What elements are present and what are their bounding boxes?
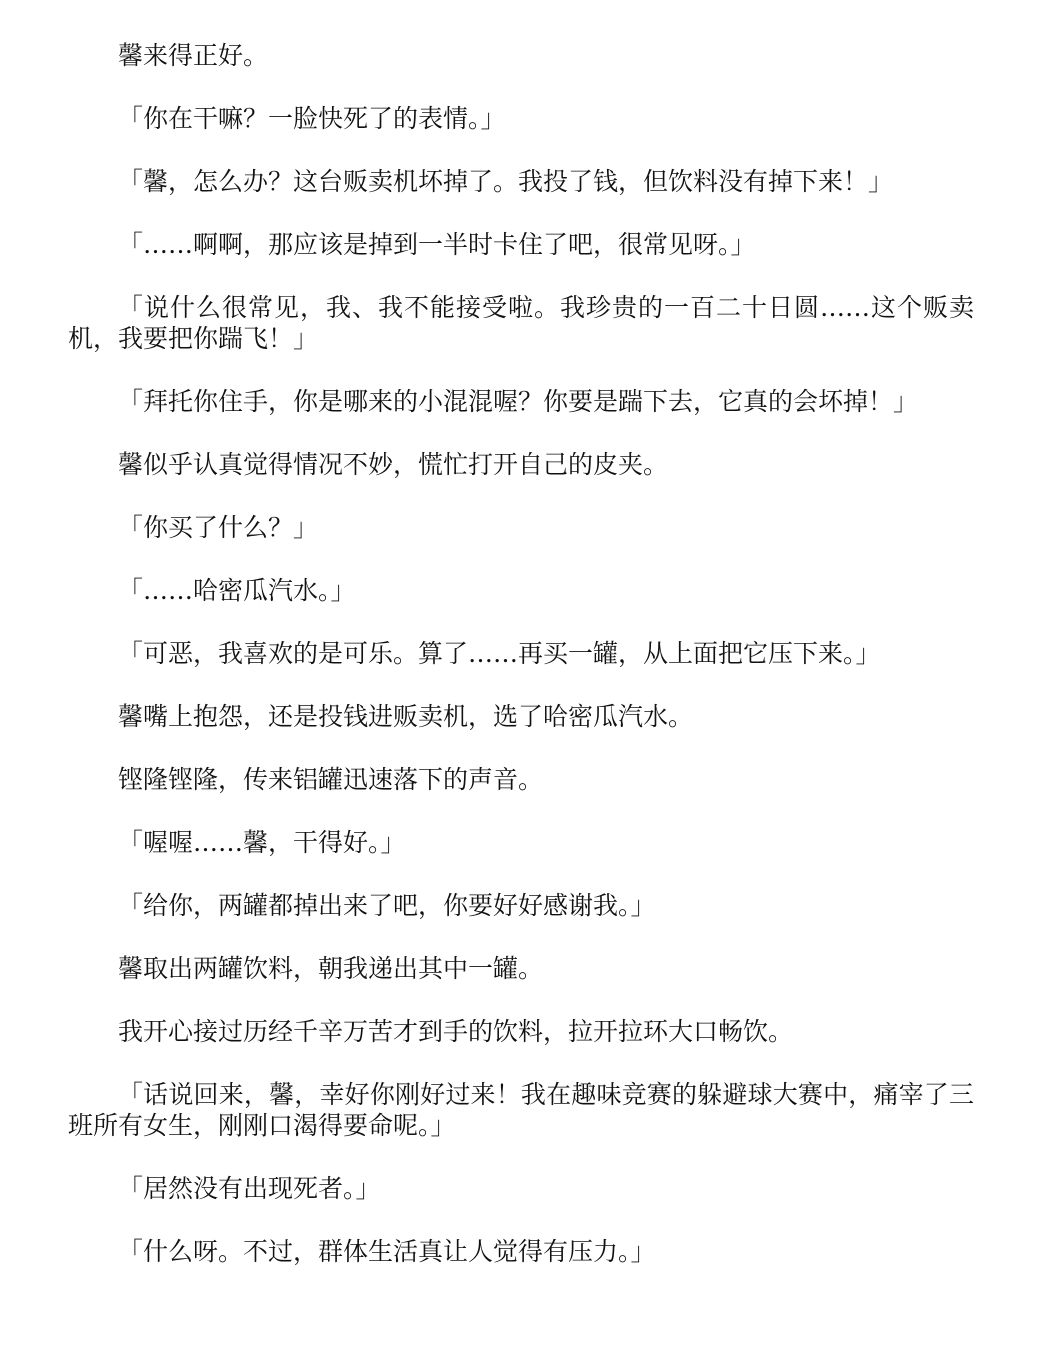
paragraph: 馨嘴上抱怨，还是投钱进贩卖机，选了哈密瓜汽水。 xyxy=(118,702,694,731)
paragraph: 「……哈密瓜汽水。」 xyxy=(118,576,356,605)
paragraph: 「居然没有出现死者。」 xyxy=(118,1174,381,1203)
paragraph: 馨似乎认真觉得情况不妙，慌忙打开自己的皮夹。 xyxy=(118,450,669,479)
paragraph: 「喔喔……馨，干得好。」 xyxy=(118,828,406,857)
paragraph: 馨来得正好。 xyxy=(118,41,269,70)
paragraph: 铿隆铿隆，传来铝罐迅速落下的声音。 xyxy=(118,765,544,794)
paragraph: 「你买了什么？」 xyxy=(118,513,319,542)
paragraph: 馨取出两罐饮料，朝我递出其中一罐。 xyxy=(118,954,544,983)
paragraph: 「拜托你住手，你是哪来的小混混喔？你要是踹下去，它真的会坏掉！」 xyxy=(118,387,919,416)
paragraph: 「说什么很常见，我、我不能接受啦。我珍贵的一百二十日圆……这个贩卖机，我要把你踹飞！」 xyxy=(68,293,974,353)
paragraph: 「……啊啊，那应该是掉到一半时卡住了吧，很常见呀。」 xyxy=(118,230,756,259)
paragraph: 「给你，两罐都掉出来了吧，你要好好感谢我。」 xyxy=(118,891,656,920)
paragraph: 「什么呀。不过，群体生活真让人觉得有压力。」 xyxy=(118,1237,656,1266)
paragraph: 我开心接过历经千辛万苦才到手的饮料，拉开拉环大口畅饮。 xyxy=(118,1017,794,1046)
paragraph: 「可恶，我喜欢的是可乐。算了……再买一罐，从上面把它压下来。」 xyxy=(118,639,881,668)
paragraph: 「话说回来，馨，幸好你刚好过来！我在趣味竞赛的躲避球大赛中，痛宰了三班所有女生，刚刚口渴得要命呢。」 xyxy=(68,1080,974,1140)
paragraph: 「你在干嘛？一脸快死了的表情。」 xyxy=(118,104,506,133)
paragraph: 「馨，怎么办？这台贩卖机坏掉了。我投了钱，但饮料没有掉下来！」 xyxy=(118,167,894,196)
document-body xyxy=(68,40,974,1299)
